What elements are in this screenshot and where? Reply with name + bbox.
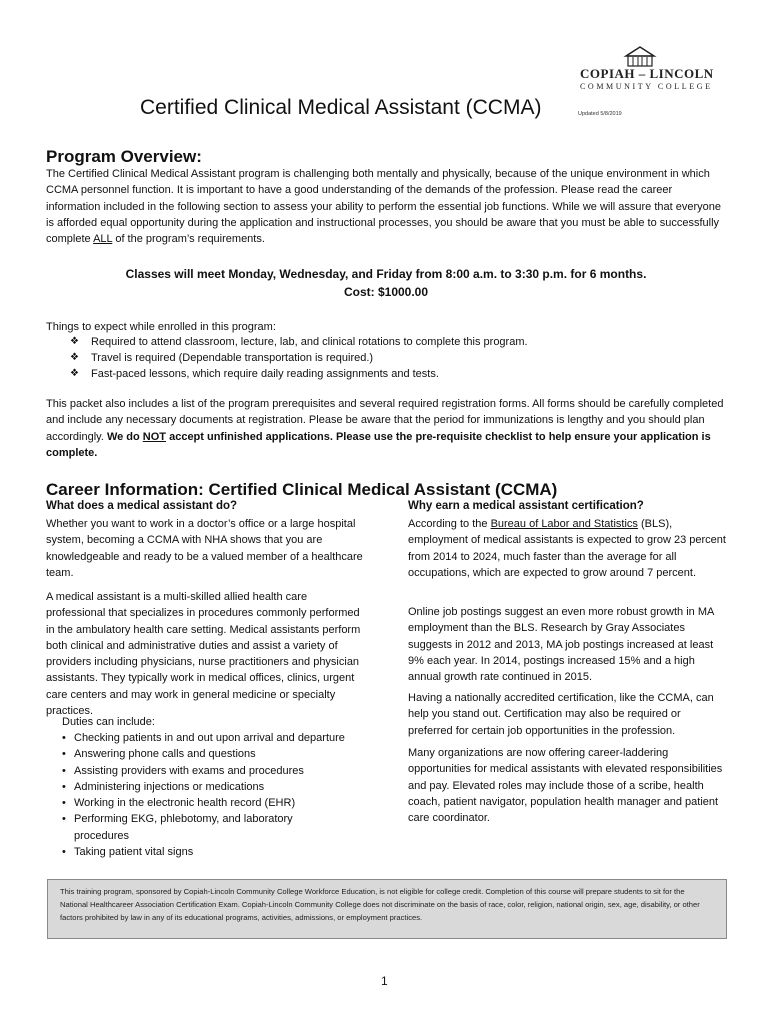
right-column-p2: Online job postings suggest an even more robust growth in MA employment than the BLS. Research by Gray Associates suggests in 2012 and 2013, MA job postings increased at least 9% each year. In 2014, postings increased 15% and a high annual growth rate continued in 2015. <box>408 606 714 684</box>
college-logo <box>560 44 720 96</box>
career-heading: Career Information: Certified Clinical Medical Assistant (CCMA) <box>46 480 558 499</box>
left-column-p1: Whether you want to work in a doctor’s office or a large hospital system, becoming a CCMA with NHA shows that you are knowledgeable and ready to be a valued member of a healthcare team. <box>46 518 363 579</box>
diamond-bullet-icon: ❖ <box>70 336 79 347</box>
right-column-p3: Having a nationally accredited certification, like the CCMA, can help you stand out. Certification may also be required or preferred for certain job opportunities in the profession. <box>408 692 714 737</box>
page-title: Certified Clinical Medical Assistant (CCMA) <box>140 96 542 119</box>
duties-label: Duties can include: <box>62 716 155 728</box>
bullet-icon: • <box>62 846 66 859</box>
right-column-heading: Why earn a medical assistant certification? <box>408 500 644 512</box>
logo-subtitle: COMMUNITY COLLEGE <box>580 82 713 91</box>
schedule-block <box>46 265 726 301</box>
list-item: • Administering injections or medications <box>46 779 361 795</box>
list-item: • Taking patient vital signs <box>46 844 361 860</box>
duties-list <box>46 730 361 860</box>
overview-heading: Program Overview: <box>46 147 202 166</box>
list-item: • Answering phone calls and questions <box>46 746 361 762</box>
packet-paragraph: This packet also includes a list of the program prerequisites and several required registration forms. All forms should be carefully completed and include any necessary documents at registration. Please be aware that the period for immunizations is lengthy and you should plan accordingly. We do NOT accept unfinished applications. Please use the pre-requisite checklist to help ensure your application is complete. <box>46 398 724 459</box>
bullet-icon: • <box>62 748 66 761</box>
nondiscrimination-note: This training program, sponsored by Copiah-Lincoln Community College Workforce Education, is not eligible for college credit. Completion of this course will prepare students to sit for the National Healthcareer Association Certification Exam. Copiah-Lincoln Community College does not discriminate on the basis of race, color, religion, national origin, sex, age, disability, or other factors prohibited by law in any of its educational programs, activities, admissions, or employment practices. <box>47 879 727 939</box>
expect-list <box>46 334 726 382</box>
program-cost: Cost: $1000.00 <box>343 285 429 299</box>
bullet-icon: • <box>62 732 66 744</box>
list-item: ❖ Required to attend classroom, lecture, lab, and clinical rotations to complete this program. <box>70 336 528 348</box>
expect-intro: Things to expect while enrolled in this program: <box>46 321 276 333</box>
logo-name: COPIAH – LINCOLN <box>580 66 714 81</box>
list-item: ❖ Travel is required (Dependable transportation is required.) <box>70 352 374 364</box>
list-item: • Performing EKG, phlebotomy, and laboratory procedures <box>62 813 293 842</box>
list-item: • Assisting providers with exams and procedures <box>46 763 361 779</box>
right-column-p4: Many organizations are now offering career-laddering opportunities for medical assistants with elevated responsibilities and pay. Elevated roles may include those of a scribe, health coach, patient navigator, population health manager and patient care coordinator. <box>408 747 723 825</box>
list-item: ❖ Fast-paced lessons, which require daily reading assignments and tests. <box>70 368 439 380</box>
bullet-icon: • <box>62 780 66 793</box>
classes-schedule: Classes will meet Monday, Wednesday, and Friday from 8:00 a.m. to 3:30 p.m. for 6 months. <box>125 267 647 281</box>
updated-date: Updated 5/8/2019 <box>578 111 622 117</box>
building-icon <box>620 44 660 68</box>
diamond-bullet-icon: ❖ <box>70 352 79 363</box>
page-number: 1 <box>381 974 388 988</box>
left-column-p2: A medical assistant is a multi-skilled allied health care professional that specializes in procedures commonly performed in the ambulatory health care setting. Medical assistants perform both clinical and administrative duties and assist a variety of providers including physicians, nurse practitioners and physician assistants. They typically work in medical offices, clinics, urgent care centers and may work in general medicine or specialty practices. <box>46 591 361 718</box>
list-item: • Working in the electronic health record (EHR) <box>46 795 361 811</box>
bullet-icon: • <box>62 813 66 826</box>
bullet-icon: • <box>62 764 66 777</box>
bullet-icon: • <box>62 797 66 810</box>
overview-paragraph: The Certified Clinical Medical Assistant program is challenging both mentally and physically, because of the unique environment in which CCMA personnel function. It is important to have a good understanding of the demands of the profession. Please read the career information included in the following section to assess your ability to perform the essential job functions. While we will assure that everyone is afforded equal opportunity during the application and instructional processes, you should be aware that you must be able to successfully complete ALL of the program’s requirements. <box>46 168 722 246</box>
diamond-bullet-icon: ❖ <box>70 368 79 379</box>
bls-link[interactable]: Bureau of Labor and Statistics <box>490 518 638 530</box>
right-column-p1: According to the Bureau of Labor and Statistics (BLS), employment of medical assistants is expected to grow 23 percent from 2014 to 2024, much faster than the average for all occupations, which are expected to grow around 7 percent. <box>408 518 726 579</box>
left-column-heading: What does a medical assistant do? <box>46 500 238 512</box>
list-item: • Checking patients in and out upon arrival and departure <box>46 730 361 746</box>
